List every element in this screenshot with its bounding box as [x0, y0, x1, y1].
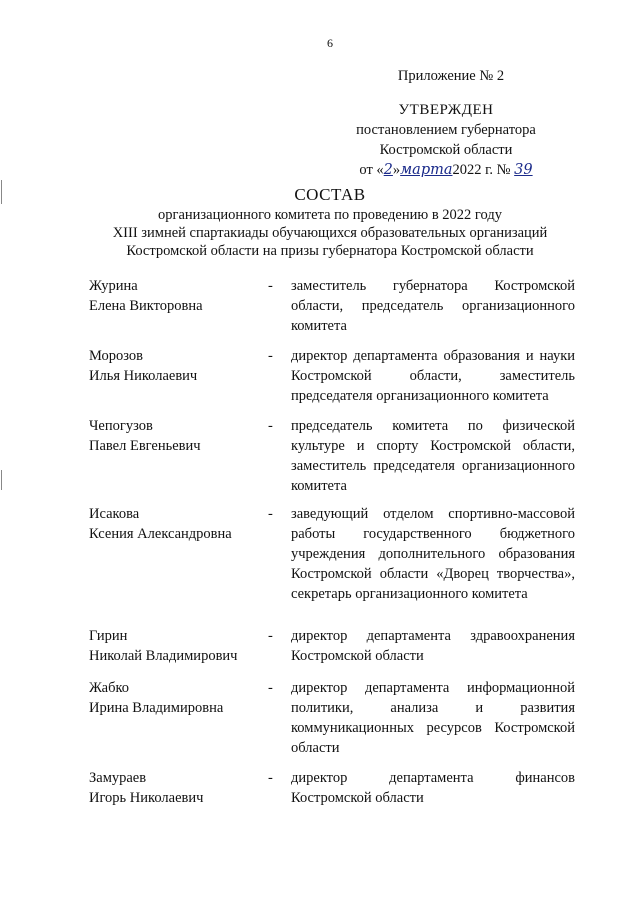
member-name — [89, 678, 264, 718]
member-name — [89, 768, 264, 808]
member-role: заместитель губернатора Костромской области, председатель организационного комитета — [291, 278, 575, 334]
member-role: председатель комитета по физической культуре и спорту Костромской области, заместитель председателя организационного комитета — [291, 418, 575, 494]
member-dash: - — [268, 506, 273, 522]
approved-label: УТВЕРЖДЕН — [398, 102, 494, 118]
member-given-names: Николай Владимирович — [89, 648, 238, 664]
page-number: 6 — [327, 36, 333, 50]
member-name — [89, 504, 264, 544]
approval-date-line — [336, 160, 556, 180]
member-given-names: Ирина Владимировна — [89, 700, 224, 716]
member-role: директор департамента информационной политики, анализа и развития коммуникационных ресурсов Костромской области — [291, 680, 575, 756]
member-given-names: Павел Евгеньевич — [89, 438, 201, 454]
member-dash: - — [268, 418, 273, 434]
member-surname: Жабко — [89, 680, 130, 696]
scan-edge-mark — [1, 180, 2, 204]
member-dash: - — [268, 680, 273, 696]
member-surname: Морозов — [89, 348, 144, 364]
approval-region-line: Костромской области — [379, 142, 513, 158]
date-mid: » — [392, 162, 401, 178]
handwritten-day: 2 — [383, 162, 393, 178]
member-surname: Исакова — [89, 506, 140, 522]
scan-edge-mark — [1, 470, 2, 490]
approval-decree-line: постановлением губернатора — [356, 122, 536, 138]
member-name — [89, 626, 264, 666]
member-given-names: Ксения Александровна — [89, 526, 232, 542]
member-dash: - — [268, 278, 273, 294]
heading-line-3: Костромской области на призы губернатора Костромской области — [126, 243, 534, 259]
member-surname: Гирин — [89, 628, 128, 644]
member-given-names: Игорь Николаевич — [89, 790, 204, 806]
document-title: СОСТАВ — [294, 185, 366, 204]
member-dash: - — [268, 348, 273, 364]
member-name — [89, 276, 264, 316]
member-surname: Журина — [89, 278, 138, 294]
approval-block — [336, 66, 556, 180]
member-role: директор департамента здравоохранения Костромской области — [291, 628, 575, 664]
member-name — [89, 416, 264, 456]
member-surname: Замураев — [89, 770, 147, 786]
member-surname: Чепогузов — [89, 418, 153, 434]
member-dash: - — [268, 628, 273, 644]
member-given-names: Илья Николаевич — [89, 368, 198, 384]
member-given-names: Елена Викторовна — [89, 298, 203, 314]
member-role: директор департамента образования и науки Костромской области, заместитель председателя организационного комитета — [291, 348, 575, 404]
heading-line-1: организационного комитета по проведению в 2022 году — [158, 207, 502, 223]
member-dash: - — [268, 770, 273, 786]
heading-line-2: XIII зимней спартакиады обучающихся образовательных организаций — [112, 225, 548, 241]
document-heading — [60, 186, 600, 260]
member-role: директор департамента финансов Костромской области — [291, 770, 575, 806]
date-prefix: от « — [359, 162, 384, 178]
handwritten-month: марта — [400, 162, 453, 178]
handwritten-number: 39 — [514, 162, 533, 178]
member-role: заведующий отделом спортивно-массовой работы государственного бюджетного учреждения дополнительного образования Костромской области «Дворец творчества», секретарь организационного комитета — [291, 506, 575, 602]
appendix-label: Приложение № 2 — [397, 68, 505, 84]
member-name — [89, 346, 264, 386]
date-year: 2022 г. № — [452, 162, 511, 178]
